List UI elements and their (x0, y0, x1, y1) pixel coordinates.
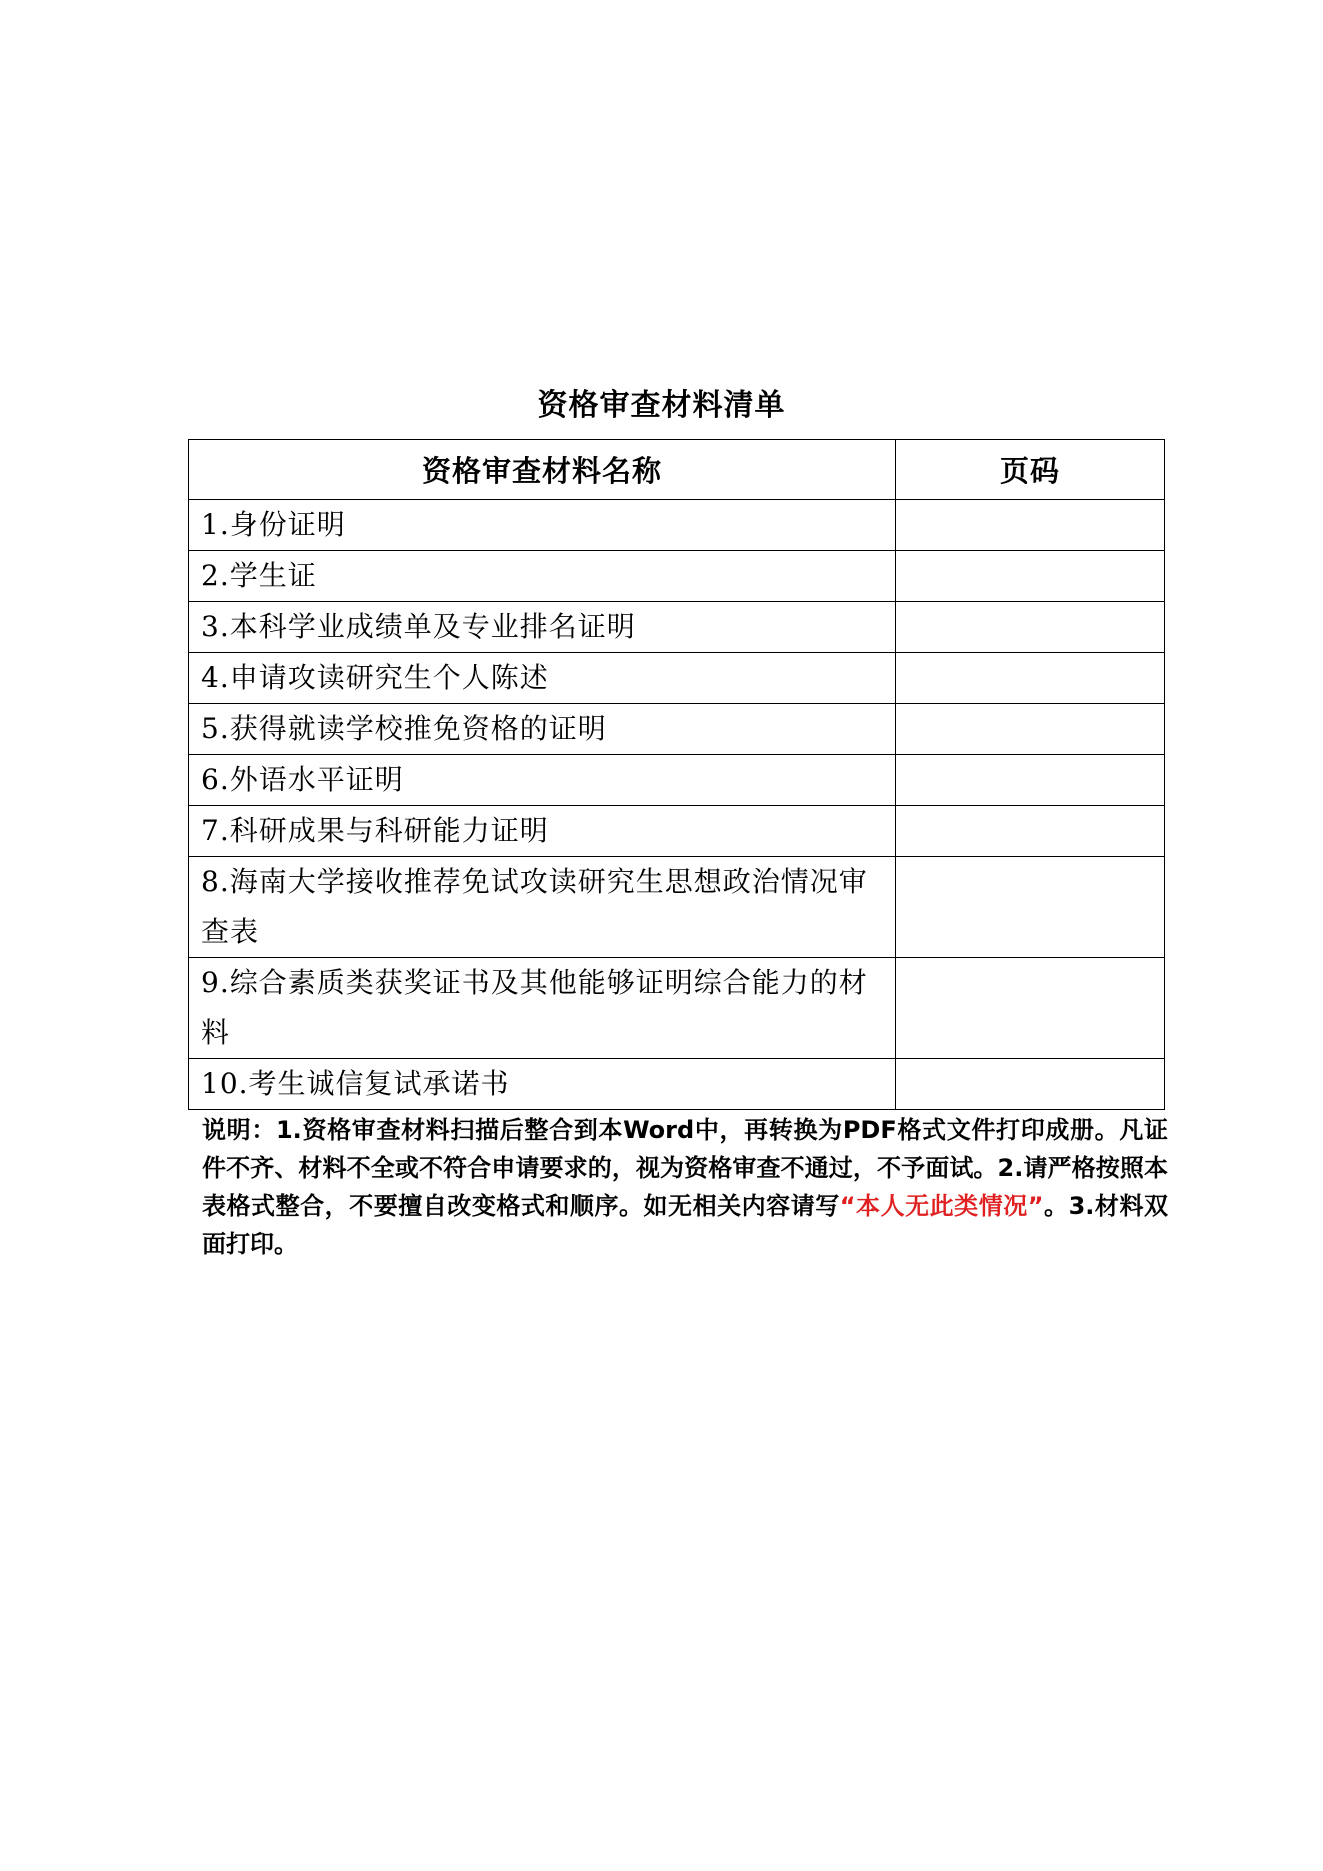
table-row (189, 704, 1165, 755)
material-name-cell: 4.申请攻读研究生个人陈述 (189, 653, 896, 704)
material-name-cell: 8.海南大学接收推荐免试攻读研究生思想政治情况审查表 (189, 857, 896, 958)
page-number-cell[interactable] (896, 704, 1165, 755)
page-number-cell[interactable] (896, 958, 1165, 1059)
table-row (189, 500, 1165, 551)
page-number-cell[interactable] (896, 602, 1165, 653)
header-material-name: 资格审查材料名称 (189, 440, 896, 500)
instructions-note (202, 1111, 1168, 1263)
document-title: 资格审查材料清单 (537, 388, 786, 423)
table-row (189, 958, 1165, 1059)
table-row (189, 1059, 1165, 1110)
material-name-cell: 7.科研成果与科研能力证明 (189, 806, 896, 857)
material-name-cell: 10.考生诚信复试承诺书 (189, 1059, 896, 1110)
page-number-cell[interactable] (896, 857, 1165, 958)
page-number-cell[interactable] (896, 551, 1165, 602)
table-row (189, 653, 1165, 704)
note-text-end: 。3.材料双面打印。 (202, 1192, 1168, 1258)
table-row (189, 755, 1165, 806)
material-name-cell: 2.学生证 (189, 551, 896, 602)
material-name-cell: 3.本科学业成绩单及专业排名证明 (189, 602, 896, 653)
table-header-row (189, 440, 1165, 500)
table-row (189, 806, 1165, 857)
table-row (189, 551, 1165, 602)
page-number-cell[interactable] (896, 653, 1165, 704)
table-row (189, 602, 1165, 653)
header-page-number: 页码 (896, 440, 1165, 500)
materials-table (188, 439, 1165, 1110)
material-name-cell: 6.外语水平证明 (189, 755, 896, 806)
note-highlight: “本人无此类情况” (839, 1192, 1044, 1220)
page-number-cell[interactable] (896, 1059, 1165, 1110)
page-number-cell[interactable] (896, 755, 1165, 806)
material-name-cell: 5.获得就读学校推免资格的证明 (189, 704, 896, 755)
page-number-cell[interactable] (896, 806, 1165, 857)
material-name-cell: 1.身份证明 (189, 500, 896, 551)
material-name-cell: 9.综合素质类获奖证书及其他能够证明综合能力的材料 (189, 958, 896, 1059)
note-text: 说明：1.资格审查材料扫描后整合到本Word中，再转换为PDF格式文件打印成册。凡证件不齐、材料不全或不符合申请要求的，视为资格审查不通过，不予面试。2.请严格按照本表格式整合，不要擅自改变格式和顺序。如无相关内容请写 (202, 1116, 1168, 1220)
page-number-cell[interactable] (896, 500, 1165, 551)
table-row (189, 857, 1165, 958)
